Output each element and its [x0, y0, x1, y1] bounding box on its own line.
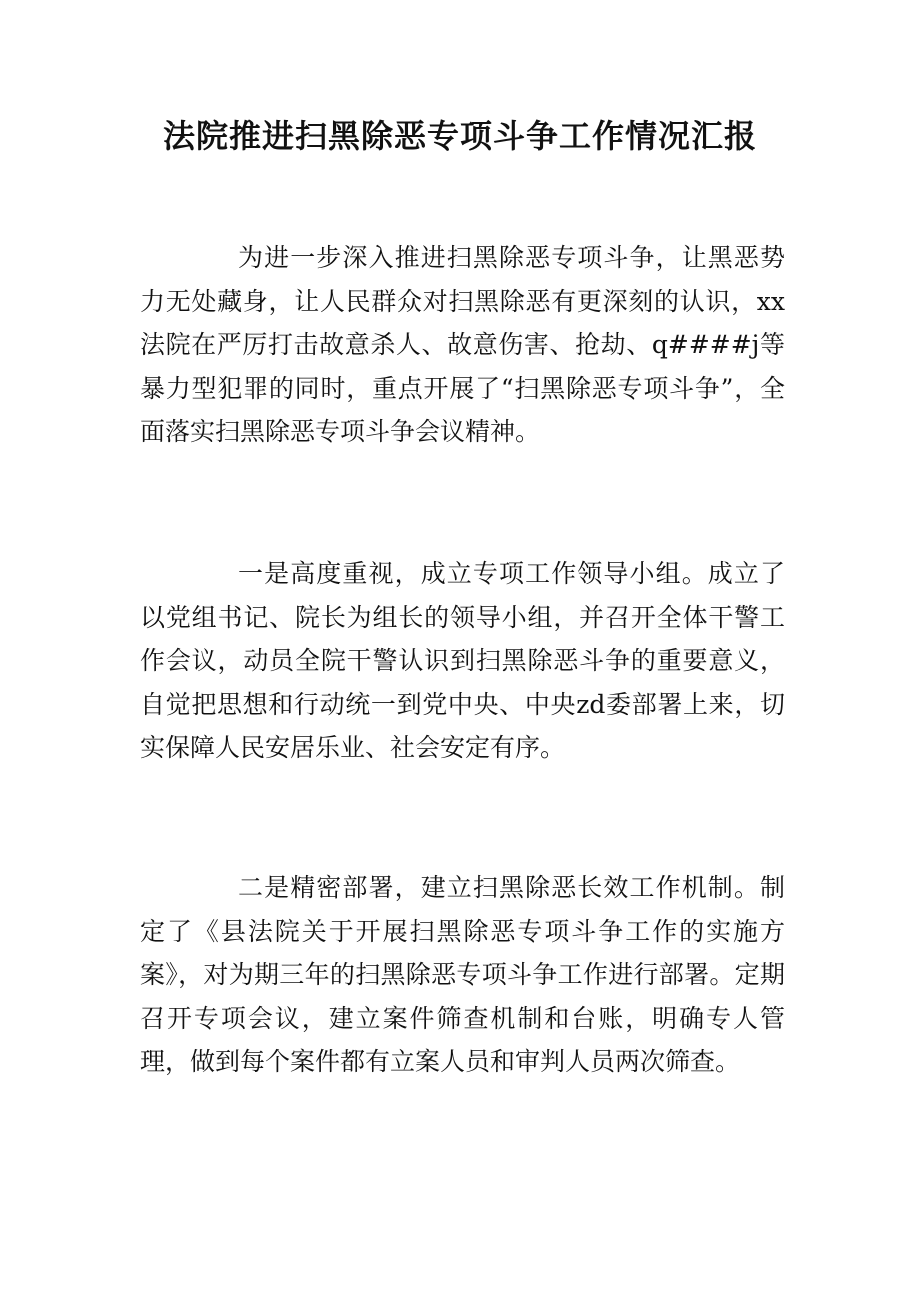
paragraph-point-one: 一是高度重视，成立专项工作领导小组。成立了以党组书记、院长为组长的领导小组，并召开全体干警工作会议，动员全院干警认识到扫黑除恶斗争的重要意义，自觉把思想和行动统一到党中央、中央zd委部署上来，切实保障人民安居乐业、社会安定有序。 [140, 559, 785, 762]
paragraph-intro: 为进一步深入推进扫黑除恶专项斗争，让黑恶势力无处藏身，让人民群众对扫黑除恶有更深刻的认识，xx法院在严厉打击故意杀人、故意伤害、抢劫、q####j等暴力型犯罪的同时，重点开展了“扫黑除恶专项斗争”，全面落实扫黑除恶专项斗争会议精神。 [140, 243, 785, 446]
document-title: 法院推进扫黑除恶专项斗争工作情况汇报 [162, 117, 757, 155]
paragraph-point-two: 二是精密部署，建立扫黑除恶长效工作机制。制定了《县法院关于开展扫黑除恶专项斗争工作的实施方案》，对为期三年的扫黑除恶专项斗争工作进行部署。定期召开专项会议，建立案件筛查机制和台账，明确专人管理，做到每个案件都有立案人员和审判人员两次筛查。 [140, 873, 785, 1076]
